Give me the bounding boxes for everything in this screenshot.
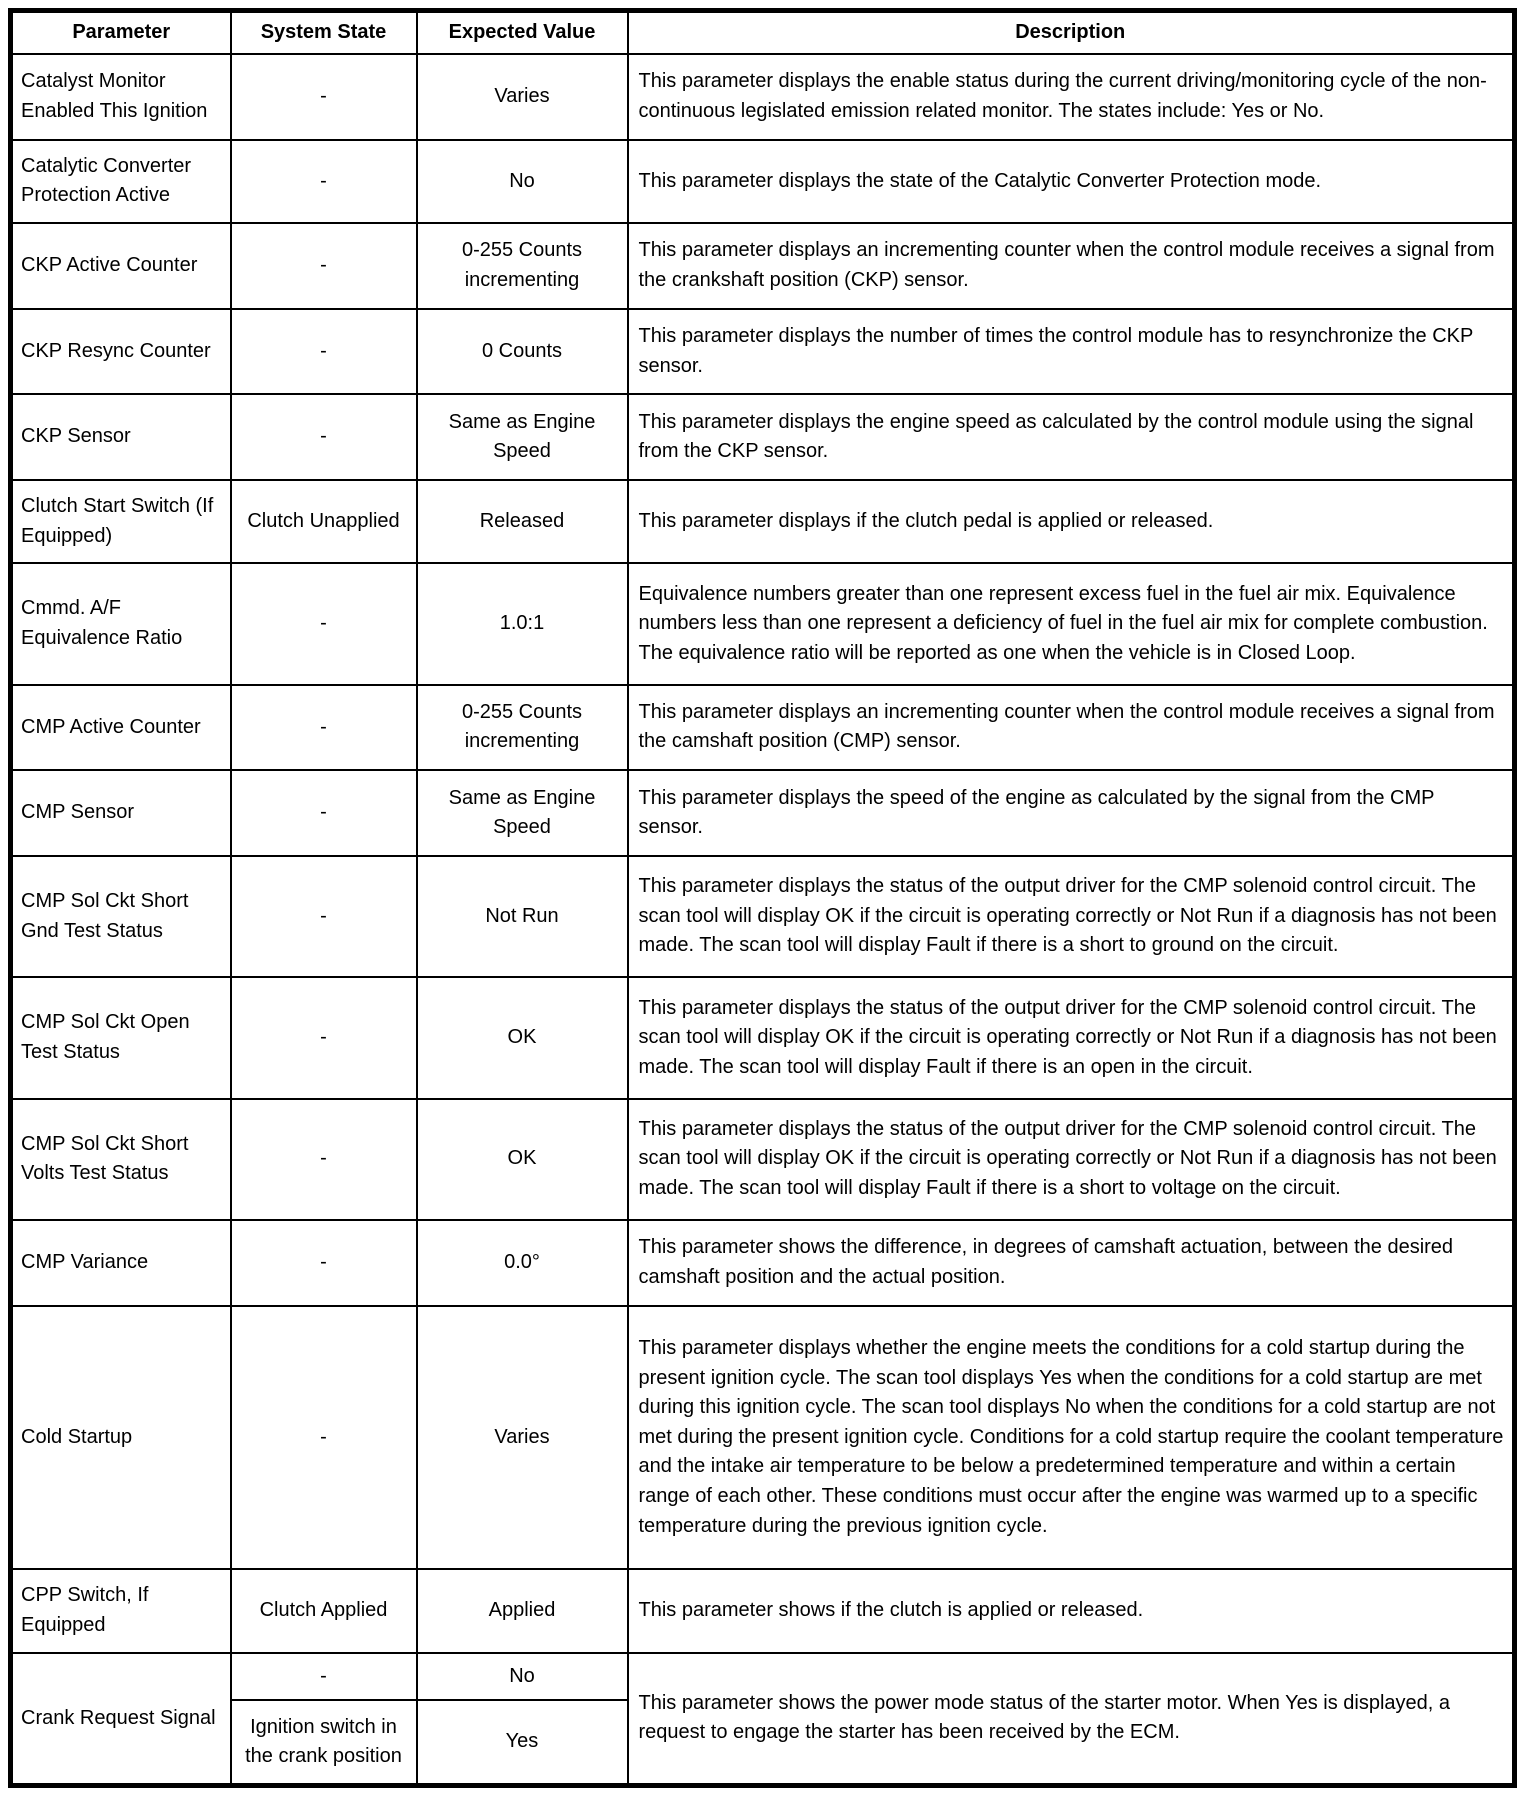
expected-value-cell: OK: [417, 1099, 628, 1220]
parameter-cell: CKP Sensor: [11, 394, 231, 480]
expected-value-cell: 0.0°: [417, 1220, 628, 1306]
system-state-cell: -: [231, 977, 417, 1098]
description-cell: This parameter displays the status of the output driver for the CMP solenoid control circuit. The scan tool will display OK if the circuit is operating correctly or Not Run if a diagnosis has not been made. The scan tool will display Fault if there is a short to ground on the circuit.: [628, 856, 1515, 977]
table-row: [11, 309, 1515, 395]
system-state-cell: Clutch Applied: [231, 1569, 417, 1652]
system-state-cell: -: [231, 856, 417, 977]
system-state-cell: -: [231, 1306, 417, 1570]
parameter-cell: CMP Active Counter: [11, 685, 231, 771]
system-state-cell: Ignition switch in the crank position: [231, 1700, 417, 1785]
description-cell: This parameter shows if the clutch is applied or released.: [628, 1569, 1515, 1652]
expected-value-cell: 0-255 Counts incrementing: [417, 685, 628, 771]
description-cell: This parameter displays whether the engine meets the conditions for a cold startup during the present ignition cycle. The scan tool displays Yes when the conditions for a cold startup are met during this ignition cycle. The scan tool displays No when the conditions for a cold startup are not met during the present ignition cycle. Conditions for a cold startup require the coolant temperature and the intake air temperature to be below a predetermined temperature and within a certain range of each other. These conditions must occur after the engine was warmed up to a specific temperature during the previous ignition cycle.: [628, 1306, 1515, 1570]
table-row: [11, 54, 1515, 140]
table-row: [11, 1653, 1515, 1701]
description-cell: This parameter displays an incrementing counter when the control module receives a signal from the camshaft position (CMP) sensor.: [628, 685, 1515, 771]
table-row: [11, 1569, 1515, 1652]
expected-value-cell: 0-255 Counts incrementing: [417, 223, 628, 309]
system-state-cell: -: [231, 1099, 417, 1220]
expected-value-cell: Varies: [417, 54, 628, 140]
table-row: [11, 685, 1515, 771]
expected-value-cell: 1.0:1: [417, 563, 628, 684]
table-row: [11, 140, 1515, 223]
system-state-cell: -: [231, 394, 417, 480]
parameter-cell: CKP Active Counter: [11, 223, 231, 309]
description-cell: This parameter displays the state of the Catalytic Converter Protection mode.: [628, 140, 1515, 223]
table-row: [11, 480, 1515, 563]
system-state-cell: -: [231, 685, 417, 771]
parameter-cell: Crank Request Signal: [11, 1653, 231, 1786]
column-header-system-state: System State: [231, 11, 417, 55]
table-row: [11, 394, 1515, 480]
expected-value-cell: Released: [417, 480, 628, 563]
description-cell: Equivalence numbers greater than one represent excess fuel in the fuel air mix. Equivalence numbers less than one represent a deficiency of fuel in the fuel air mix for complete combustion. The equivalence ratio will be reported as one when the vehicle is in Closed Loop.: [628, 563, 1515, 684]
table-row: [11, 977, 1515, 1098]
parameter-cell: CMP Sol Ckt Short Volts Test Status: [11, 1099, 231, 1220]
parameter-cell: Catalyst Monitor Enabled This Ignition: [11, 54, 231, 140]
expected-value-cell: Not Run: [417, 856, 628, 977]
parameter-cell: CMP Variance: [11, 1220, 231, 1306]
parameter-cell: CPP Switch, If Equipped: [11, 1569, 231, 1652]
expected-value-cell: OK: [417, 977, 628, 1098]
system-state-cell: -: [231, 309, 417, 395]
header-row: [11, 11, 1515, 55]
description-cell: This parameter displays the number of times the control module has to resynchronize the CKP sensor.: [628, 309, 1515, 395]
description-cell: This parameter displays an incrementing counter when the control module receives a signal from the crankshaft position (CKP) sensor.: [628, 223, 1515, 309]
system-state-cell: -: [231, 54, 417, 140]
description-cell: This parameter displays the status of the output driver for the CMP solenoid control circuit. The scan tool will display OK if the circuit is operating correctly or Not Run if a diagnosis has not been made. The scan tool will display Fault if there is an open in the circuit.: [628, 977, 1515, 1098]
table-row: [11, 1099, 1515, 1220]
description-cell: This parameter shows the difference, in degrees of camshaft actuation, between the desired camshaft position and the actual position.: [628, 1220, 1515, 1306]
expected-value-cell: 0 Counts: [417, 309, 628, 395]
parameter-cell: Catalytic Converter Protection Active: [11, 140, 231, 223]
expected-value-cell: No: [417, 1653, 628, 1701]
parameter-cell: Cmmd. A/F Equivalence Ratio: [11, 563, 231, 684]
column-header-description: Description: [628, 11, 1515, 55]
system-state-cell: -: [231, 1220, 417, 1306]
expected-value-cell: Applied: [417, 1569, 628, 1652]
table-row: [11, 563, 1515, 684]
system-state-cell: -: [231, 223, 417, 309]
parameter-cell: CMP Sol Ckt Short Gnd Test Status: [11, 856, 231, 977]
parameter-cell: CKP Resync Counter: [11, 309, 231, 395]
table-row: [11, 1220, 1515, 1306]
expected-value-cell: No: [417, 140, 628, 223]
table-row: [11, 223, 1515, 309]
expected-value-cell: Same as Engine Speed: [417, 770, 628, 856]
table-row: [11, 1306, 1515, 1570]
system-state-cell: -: [231, 563, 417, 684]
description-cell: This parameter displays the speed of the engine as calculated by the signal from the CMP sensor.: [628, 770, 1515, 856]
expected-value-cell: Varies: [417, 1306, 628, 1570]
parameter-cell: CMP Sol Ckt Open Test Status: [11, 977, 231, 1098]
column-header-parameter: Parameter: [11, 11, 231, 55]
description-cell: This parameter displays the status of the output driver for the CMP solenoid control circuit. The scan tool will display OK if the circuit is operating correctly or Not Run if a diagnosis has not been made. The scan tool will display Fault if there is a short to voltage on the circuit.: [628, 1099, 1515, 1220]
system-state-cell: -: [231, 770, 417, 856]
parameter-table: [8, 8, 1517, 1788]
parameter-cell: Clutch Start Switch (If Equipped): [11, 480, 231, 563]
system-state-cell: Clutch Unapplied: [231, 480, 417, 563]
expected-value-cell: Yes: [417, 1700, 628, 1785]
description-cell: This parameter displays if the clutch pedal is applied or released.: [628, 480, 1515, 563]
expected-value-cell: Same as Engine Speed: [417, 394, 628, 480]
description-cell: This parameter shows the power mode status of the starter motor. When Yes is displayed, a request to engage the starter has been received by the ECM.: [628, 1653, 1515, 1786]
description-cell: This parameter displays the engine speed as calculated by the control module using the signal from the CKP sensor.: [628, 394, 1515, 480]
table-row: [11, 856, 1515, 977]
parameter-cell: Cold Startup: [11, 1306, 231, 1570]
table-row: [11, 770, 1515, 856]
system-state-cell: -: [231, 140, 417, 223]
system-state-cell: -: [231, 1653, 417, 1701]
parameter-cell: CMP Sensor: [11, 770, 231, 856]
column-header-expected-value: Expected Value: [417, 11, 628, 55]
description-cell: This parameter displays the enable status during the current driving/monitoring cycle of the non-continuous legislated emission related monitor. The states include: Yes or No.: [628, 54, 1515, 140]
